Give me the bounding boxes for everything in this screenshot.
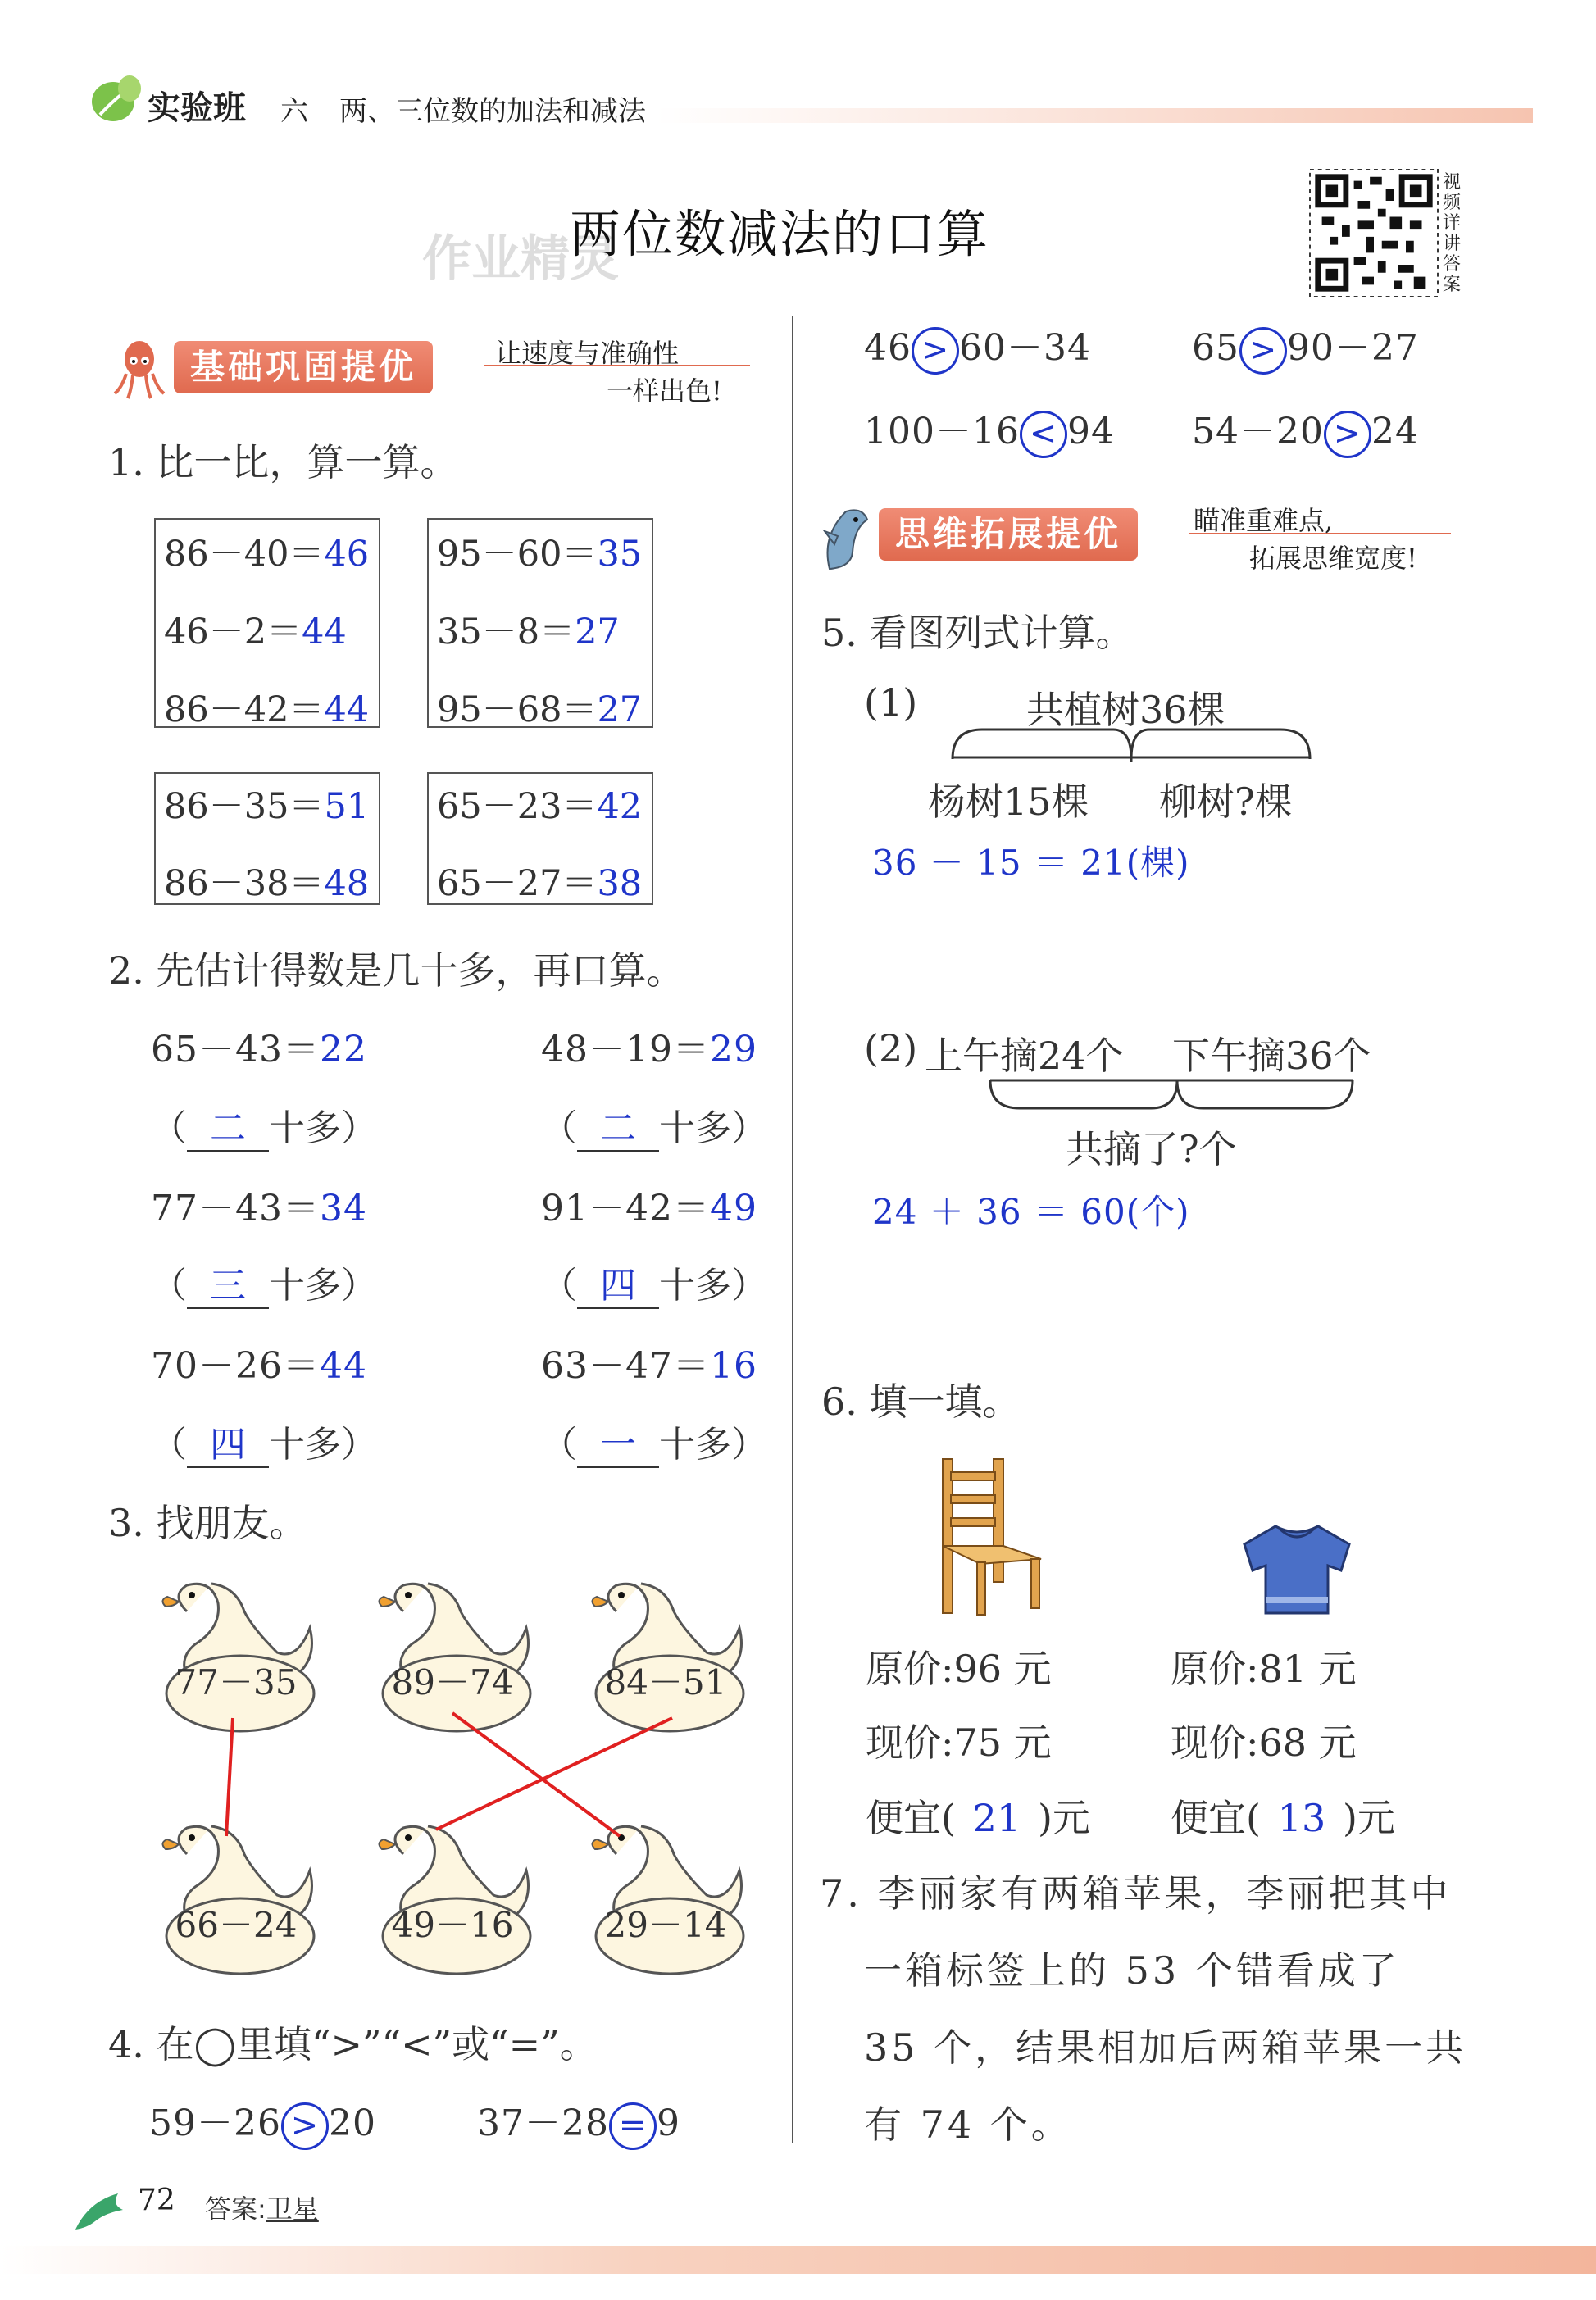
q4-prompt: 4. 在◯里填“>”“<”或“=”。	[108, 2022, 598, 2066]
q6-shirt-now: 现价:68 元	[1171, 1720, 1357, 1765]
header-chapter-title: 两、三位数的加法和减法	[339, 95, 646, 128]
q1-box3-row: 86－35＝51	[164, 786, 370, 827]
goose-top-2: 89－74	[371, 1579, 534, 1734]
q5-prompt: 5. 看图列式计算。	[821, 611, 1134, 655]
dolphin-icon	[72, 2185, 130, 2234]
q6-prompt: 6. 填一填。	[821, 1380, 1021, 1424]
q1-box2-row: 95－68＝27	[437, 689, 643, 730]
header-brand: 实验班	[148, 89, 246, 127]
q5-p1-answer: 36 － 15 ＝ 21(棵)	[872, 843, 1190, 883]
q2-estimate: （ 一 十多）	[541, 1415, 767, 1468]
q5-p2-number: (2)	[864, 1026, 918, 1070]
q5-p2-total: 共摘了?个	[1066, 1127, 1237, 1171]
q4-compare: 46 > 60－34	[864, 318, 1091, 375]
q2-estimate: （ 四 十多）	[541, 1256, 767, 1309]
q2-expr: 65－43＝22	[151, 1029, 367, 1070]
q2-estimate: （ 四 十多）	[151, 1415, 377, 1468]
goose-bottom-3: 29－14	[584, 1821, 748, 1977]
page-title: 两位数减法的口算	[570, 204, 990, 264]
qr-label: 视频详讲答案	[1443, 172, 1462, 295]
q5-p1-number: (1)	[864, 680, 918, 725]
sweater-icon	[1238, 1521, 1356, 1620]
q2-expr: 91－42＝49	[541, 1188, 757, 1230]
page-number: 72	[138, 2184, 175, 2217]
q4-compare: 37－28 = 9	[477, 2093, 680, 2150]
q4-compare: 100－16 < 94	[864, 402, 1115, 458]
q5-p2-answer: 24 ＋ 36 ＝ 60(个)	[872, 1192, 1190, 1232]
chair-icon	[926, 1454, 1049, 1618]
q5-p2-brace	[987, 1075, 1356, 1111]
q1-prompt: 1. 比一比，算一算。	[108, 440, 458, 484]
section1-banner: 基础巩固提优	[174, 341, 433, 393]
q5-p1-brace	[949, 726, 1313, 762]
q2-estimate: （ 二 十多）	[151, 1098, 377, 1152]
q7-line: 有 74 个。	[864, 2102, 1072, 2147]
q5-p2-part2: 下午摘36个	[1172, 1034, 1371, 1078]
q5-p1-part2: 柳树?棵	[1159, 780, 1293, 824]
section2-slogan-2: 拓展思维宽度!	[1249, 543, 1417, 574]
q6-shirt-cheaper: 便宜( 13 )元	[1171, 1796, 1395, 1840]
section1-slogan-1: 让速度与准确性	[495, 338, 680, 369]
q1-box4-row: 65－23＝42	[437, 786, 643, 827]
q4-compare: 54－20 > 24	[1192, 402, 1419, 458]
q7-line: 35 个，结果相加后两箱苹果一共	[864, 2025, 1467, 2070]
q1-box4-row: 65－27＝38	[437, 863, 643, 904]
watermark: 作业精灵	[422, 230, 619, 288]
q6-shirt-orig: 原价:81 元	[1171, 1647, 1357, 1691]
goose-bottom-1: 66－24	[154, 1821, 318, 1977]
q1-box1-row: 86－42＝44	[164, 689, 370, 730]
section2-banner: 思维拓展提优	[879, 508, 1138, 561]
q1-box2-row: 35－8＝27	[437, 611, 620, 652]
q4-compare: 59－26 > 20	[149, 2093, 376, 2150]
q6-chair-cheaper: 便宜( 21 )元	[866, 1796, 1090, 1840]
q2-estimate: （ 三 十多）	[151, 1256, 377, 1309]
goose-top-3: 84－51	[584, 1579, 748, 1734]
q7-line: 7. 李丽家有两箱苹果，李丽把其中	[820, 1871, 1452, 1916]
q4-compare: 65 > 90－27	[1192, 318, 1419, 375]
q3-prompt: 3. 找朋友。	[108, 1501, 307, 1545]
q6-chair-now: 现价:75 元	[866, 1720, 1052, 1765]
q1-box3-row: 86－38＝48	[164, 863, 370, 904]
answer-footer: 答案:卫星	[205, 2193, 319, 2225]
q2-estimate: （ 二 十多）	[541, 1098, 767, 1152]
q7-line: 一箱标签上的 53 个错看成了	[864, 1948, 1400, 1993]
q2-prompt: 2. 先估计得数是几十多，再口算。	[108, 948, 684, 993]
q5-p1-total: 共植树36棵	[1026, 688, 1225, 732]
q2-expr: 77－43＝34	[151, 1188, 367, 1230]
section2-slogan-1: 瞄准重难点,	[1194, 505, 1334, 536]
q2-expr: 48－19＝29	[541, 1029, 757, 1070]
q1-box1-row: 46－2＝44	[164, 611, 347, 652]
q5-p1-part1: 杨树15棵	[928, 780, 1089, 824]
q2-expr: 70－26＝44	[151, 1345, 367, 1387]
q6-chair-orig: 原价:96 元	[866, 1647, 1052, 1691]
q1-box1-row: 86－40＝46	[164, 534, 370, 575]
header-chapter: 六	[280, 95, 308, 128]
q2-expr: 63－47＝16	[541, 1345, 757, 1387]
goose-top-1: 77－35	[154, 1579, 318, 1734]
section1-slogan-2: 一样出色!	[607, 375, 722, 407]
footer-bar	[0, 2246, 1596, 2274]
shark-mascot-icon	[813, 503, 879, 574]
q5-p2-part1: 上午摘24个	[925, 1034, 1124, 1078]
goose-bottom-2: 49－16	[371, 1821, 534, 1977]
q1-box2-row: 95－60＝35	[437, 534, 643, 575]
